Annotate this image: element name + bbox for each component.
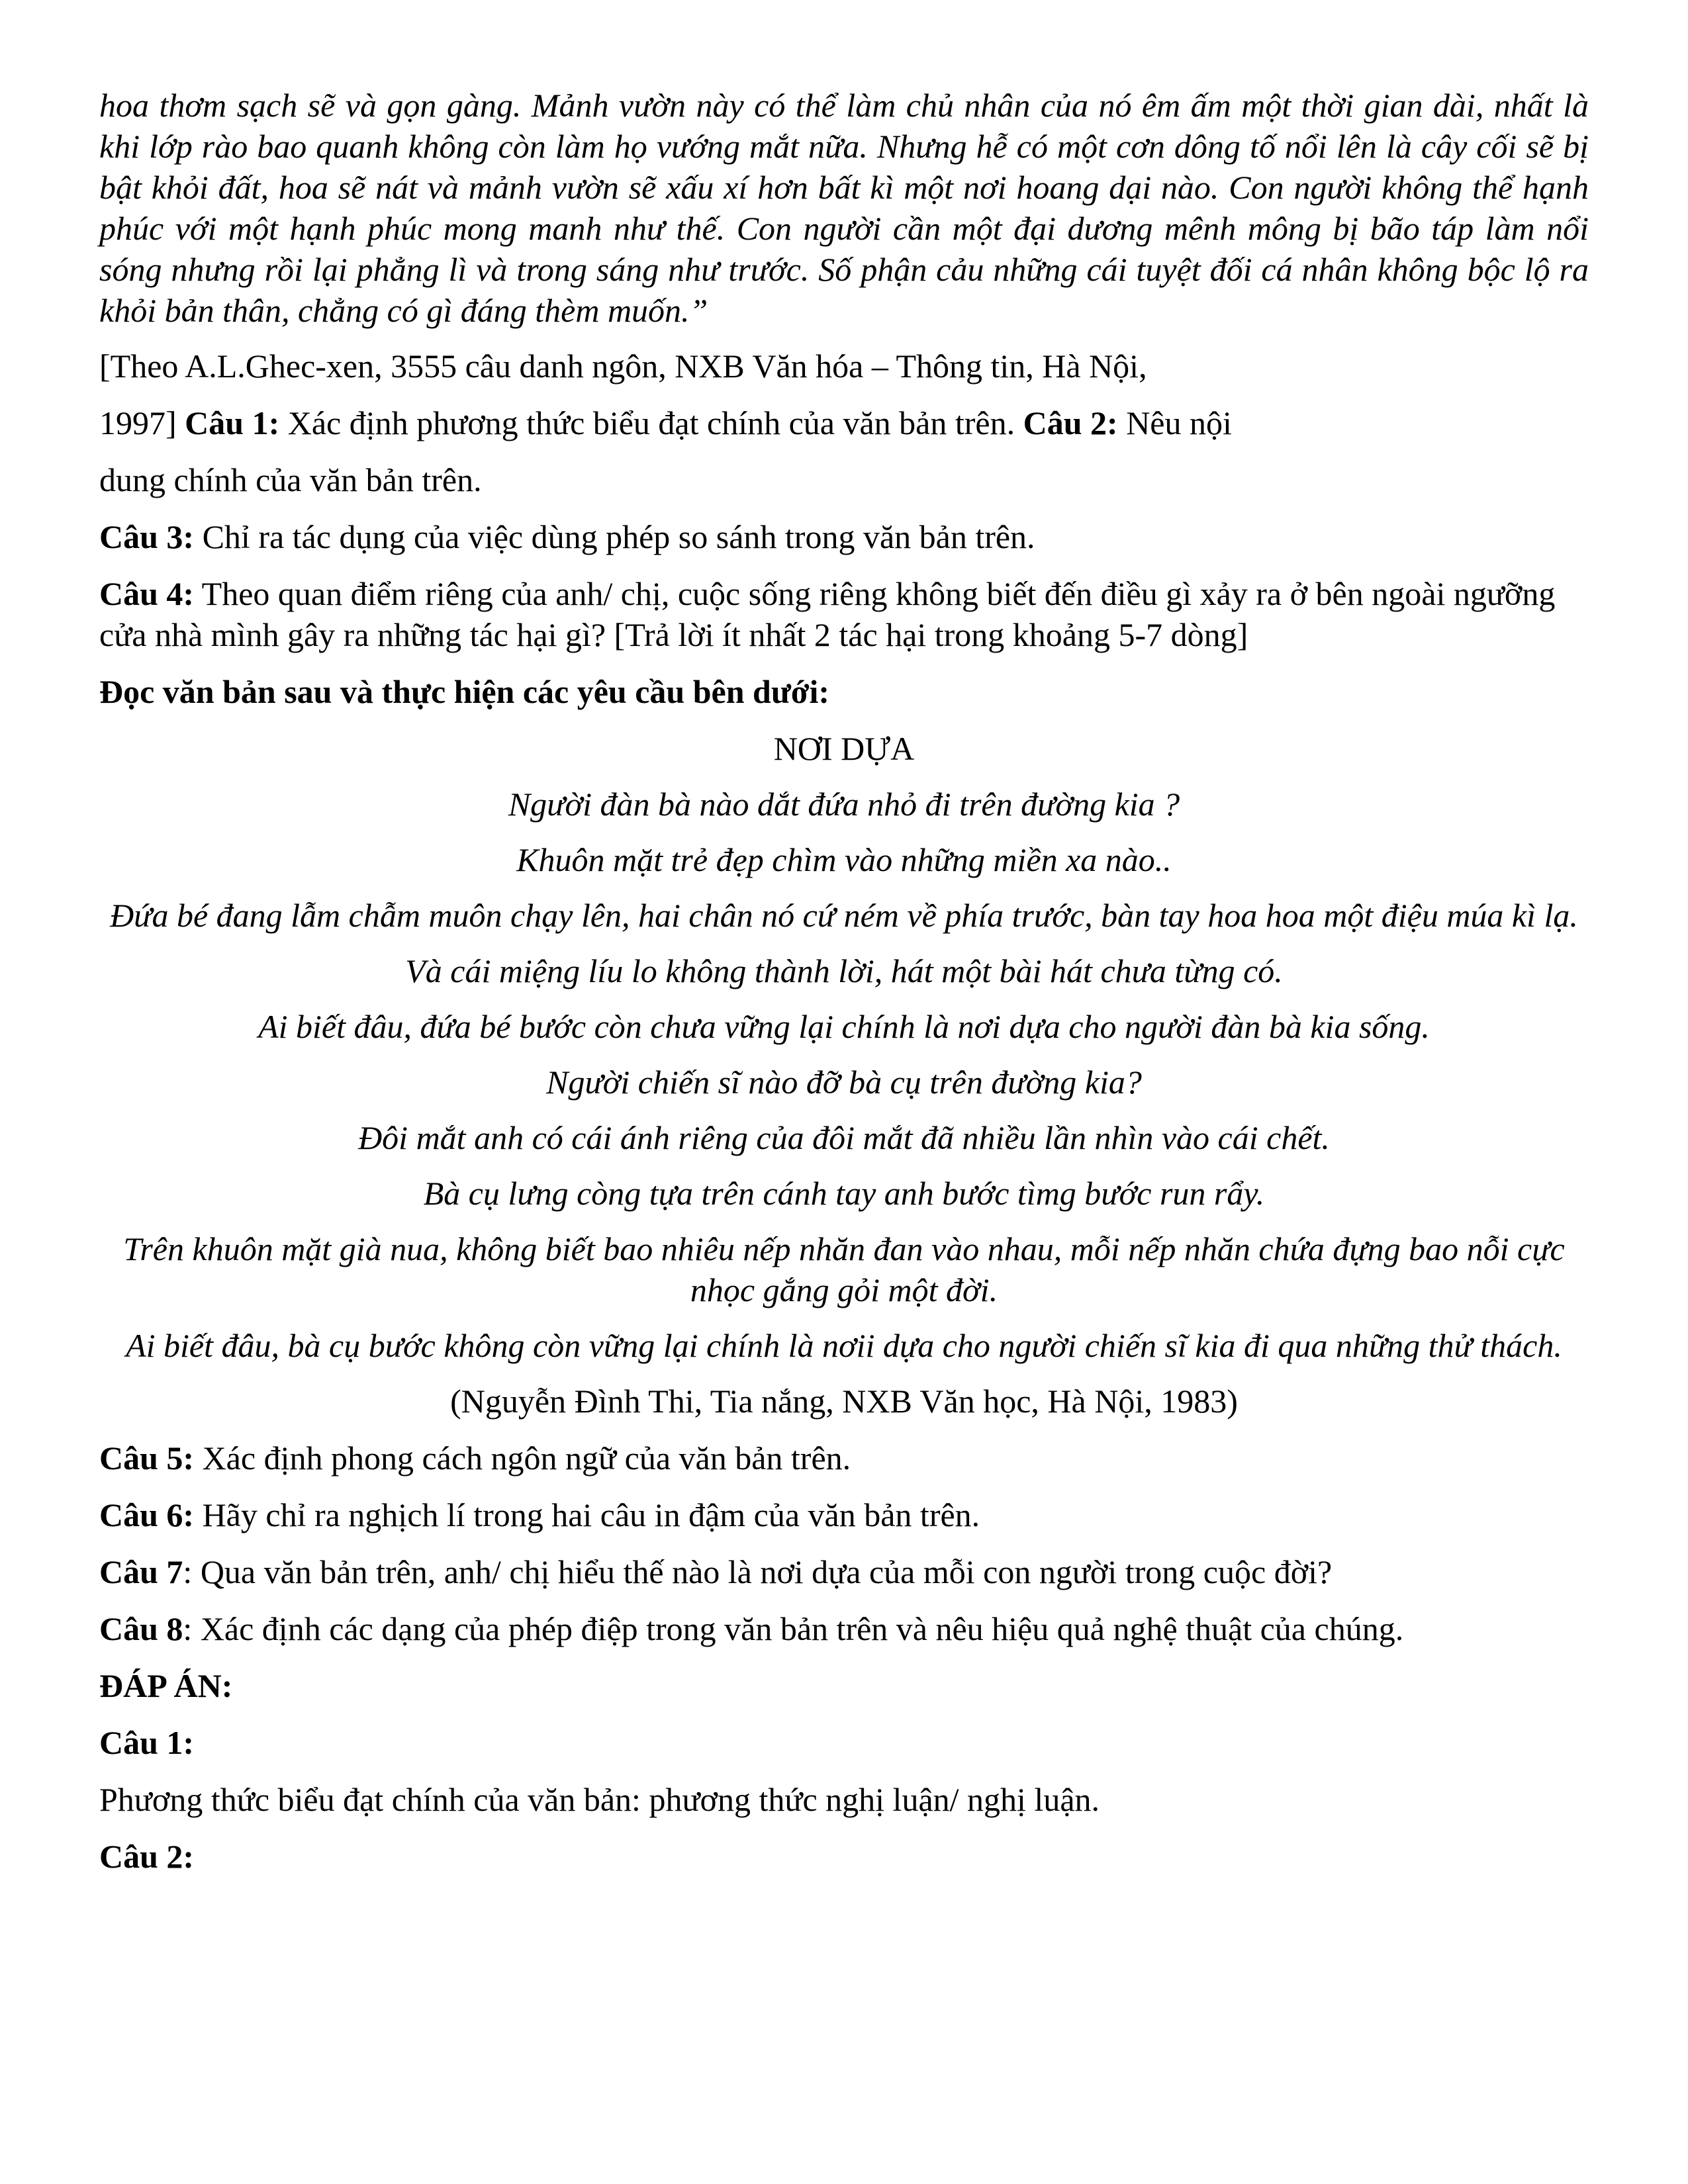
question-8-label: Câu 8 [99,1610,183,1647]
question-5 [99,1437,1589,1479]
citation-year: 1997] [99,404,177,441]
question-3-label: Câu 3: [99,518,195,555]
section-heading: Đọc văn bản sau và thực hiện các yêu cầu bên dưới: [99,673,830,710]
question-3-text: Chỉ ra tác dụng của việc dùng phép so sánh trong văn bản trên. [194,518,1035,555]
question-5-label: Câu 5: [99,1439,195,1477]
question-2-continued: dung chính của văn bản trên. [99,461,482,498]
poem-line: Trên khuôn mặt già nua, không biết bao nhiêu nếp nhăn đan vào nhau, mỗi nếp nhăn chứa đựng bao nỗi cực nhọc gắng gỏi một đời. [123,1230,1565,1308]
question-5-text: Xác định phong cách ngôn ngữ của văn bản trên. [194,1439,851,1477]
question-2-label: Câu 2: [1023,404,1118,441]
poem-line: Bà cụ lưng còng tựa trên cánh tay anh bước tìmg bước run rẩy. [423,1175,1265,1212]
question-8 [99,1608,1589,1649]
question-8-text: : Xác định các dạng của phép điệp trong văn bản trên và nêu hiệu quả nghệ thuật của chúng. [183,1610,1404,1647]
poem-line: Đôi mắt anh có cái ánh riêng của đôi mắt đã nhiều lần nhìn vào cái chết. [358,1119,1330,1156]
question-1-label: Câu 1: [185,404,280,441]
answers-heading: ĐÁP ÁN: [99,1667,233,1704]
poem-line: Ai biết đâu, đứa bé bước còn chưa vững lại chính là nơi dựa cho người đàn bà kia sống. [258,1008,1430,1045]
question-7 [99,1551,1589,1592]
poem-line: Đứa bé đang lẫm chẫm muôn chạy lên, hai chân nó cứ ném về phía trước, bàn tay hoa hoa một điệu múa kì lạ. [110,897,1578,934]
poem-source: (Nguyễn Đình Thi, Tia nắng, NXB Văn học, Hà Nội, 1983) [450,1383,1238,1420]
citation-line-1: [Theo A.L.Ghec-xen, 3555 câu danh ngôn, NXB Văn hóa – Thông tin, Hà Nội, [99,347,1147,385]
question-6-text: Hãy chỉ ra nghịch lí trong hai câu in đậm của văn bản trên. [194,1496,980,1533]
answer-1-label: Câu 1: [99,1724,195,1761]
answer-1-text: Phương thức biểu đạt chính của văn bản: phương thức nghị luận/ nghị luận. [99,1781,1100,1818]
question-4-label: Câu 4: [99,575,195,612]
document-page [99,85,1589,1893]
poem-line: Người đàn bà nào dắt đứa nhỏ đi trên đường kia ? [508,786,1180,823]
question-1-2 [99,402,1589,443]
question-4 [99,573,1589,655]
poem-line: Khuôn mặt trẻ đẹp chìm vào những miền xa nào.. [516,841,1172,878]
poem-title: NƠI DỰA [773,730,915,767]
question-4-text: Theo quan điểm riêng của anh/ chị, cuộc sống riêng không biết đến điều gì xảy ra ở bên ngoài ngưỡng cửa nhà mình gây ra những tác hại gì? [Trả lời ít nhất 2 tác hại trong khoảng 5-7 dòng] [99,575,1556,653]
question-7-label: Câu 7 [99,1553,183,1590]
question-7-text: : Qua văn bản trên, anh/ chị hiểu thế nào là nơi dựa của mỗi con người trong cuộc đời? [183,1553,1333,1590]
question-2-text: Nêu nội [1117,404,1232,441]
question-3 [99,516,1589,557]
poem-line: Người chiến sĩ nào đỡ bà cụ trên đường kia? [546,1064,1142,1101]
passage-end: hoa thơm sạch sẽ và gọn gàng. Mảnh vườn này có thể làm chủ nhân của nó êm ấm một thời gian dài, nhất là khi lớp rào bao quanh không còn làm họ vướng mắt nữa. Nhưng hễ có một cơn dông tố nổi lên là cây cối sẽ bị bật khỏi đất, hoa sẽ nát và mảnh vườn sẽ xấu xí hơn bất kì một nơi hoang dại nào. Con người không thể hạnh phúc với một hạnh phúc mong manh như thế. Con người cần một đại dương mênh mông bị bão táp làm nổi sóng nhưng rồi lại phẳng lì và trong sáng như trước. Số phận cảu những cái tuyệt đối cá nhân không bộc lộ ra khỏi bản thân, chẳng có gì đáng thèm muốn.” [99,87,1589,329]
question-1-text: Xác định phương thức biểu đạt chính của văn bản trên. [279,404,1015,441]
question-6 [99,1494,1589,1535]
poem-line: Và cái miệng líu lo không thành lời, hát một bài hát chưa từng có. [405,952,1283,989]
answer-2-label: Câu 2: [99,1838,195,1875]
poem-line: Ai biết đâu, bà cụ bước không còn vững lại chính là nơii dựa cho người chiến sĩ kia đi qua những thử thách. [126,1327,1562,1364]
question-6-label: Câu 6: [99,1496,195,1533]
